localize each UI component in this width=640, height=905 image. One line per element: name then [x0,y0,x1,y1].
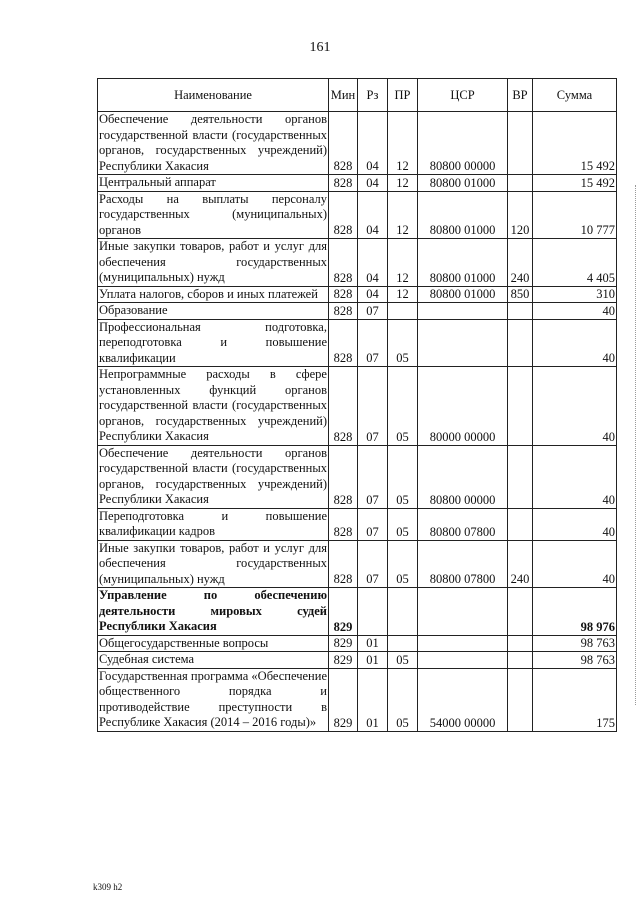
row-vr [508,367,533,446]
row-name: Расходы на выплаты персоналу государственных (муниципальных) органов [99,191,327,237]
row-min: 829 [329,652,358,669]
row-sum: 40 [533,319,617,367]
row-vr [508,508,533,540]
row-min: 828 [329,286,358,303]
row-sum: 40 [533,508,617,540]
row-csr [418,588,508,636]
table-row [98,508,617,540]
row-min: 828 [329,239,358,287]
row-pr: 05 [388,652,418,669]
row-sum: 310 [533,286,617,303]
row-vr [508,319,533,367]
row-sum: 40 [533,303,617,320]
row-sum: 40 [533,445,617,508]
row-min: 829 [329,588,358,636]
header-rz: Рз [358,79,388,112]
row-pr: 05 [388,508,418,540]
row-rz: 04 [358,112,388,175]
row-pr: 05 [388,319,418,367]
row-name: Иные закупки товаров, работ и услуг для обеспечения государственных (муниципальных) нужд [99,239,327,284]
row-csr: 80000 00000 [418,367,508,446]
row-name: Обеспечение деятельности органов государственной власти (государственных органов, государственных учреждений) Республики Хакасия [99,445,327,506]
row-min: 828 [329,175,358,192]
row-min: 828 [329,112,358,175]
row-rz: 01 [358,635,388,652]
row-csr: 80800 01000 [418,239,508,287]
row-pr: 05 [388,445,418,508]
header-pr: ПР [388,79,418,112]
table-header-row [98,79,617,112]
table-row [98,635,617,652]
row-rz: 01 [358,652,388,669]
table-row [98,445,617,508]
row-name: Судебная система [98,652,329,669]
row-min: 828 [329,303,358,320]
row-rz: 04 [358,239,388,287]
table-row [98,175,617,192]
row-name: Иные закупки товаров, работ и услуг для обеспечения государственных (муниципальных) нужд [99,540,327,586]
row-name: Непрограммные расходы в сфере установленных функций органов государственной власти (государственных органов, государственных учреждений) Республики Хакасия [99,367,327,443]
row-min: 828 [329,319,358,367]
row-rz: 07 [358,445,388,508]
header-min: Мин [329,79,358,112]
row-rz: 04 [358,191,388,239]
row-vr [508,175,533,192]
table-row [98,319,617,367]
row-csr [418,652,508,669]
table-row [98,367,617,446]
row-min: 828 [329,445,358,508]
row-pr [388,635,418,652]
header-name: Наименование [98,79,329,112]
footer-code: k309 h2 [93,882,123,892]
row-rz: 07 [358,540,388,588]
row-min: 828 [329,191,358,239]
row-name: Переподготовка и повышение квалификации кадров [99,508,327,538]
row-pr [388,588,418,636]
header-vr: ВР [508,79,533,112]
row-rz [358,588,388,636]
row-sum: 4 405 [533,239,617,287]
row-vr [508,303,533,320]
row-sum: 175 [533,668,617,731]
row-rz: 07 [358,303,388,320]
row-csr: 80800 01000 [418,175,508,192]
row-vr [508,588,533,636]
table-row [98,540,617,588]
row-csr [418,303,508,320]
table-row [98,668,617,731]
row-sum: 40 [533,540,617,588]
row-pr: 05 [388,367,418,446]
row-csr: 80800 01000 [418,286,508,303]
page-number: 161 [309,40,331,55]
budget-table [97,78,617,732]
row-csr: 80800 07800 [418,540,508,588]
row-sum: 98 976 [533,588,617,636]
row-vr: 240 [508,239,533,287]
row-min: 828 [329,508,358,540]
table-row [98,191,617,239]
row-vr [508,445,533,508]
row-name: Уплата налогов, сборов и иных платежей [98,286,329,303]
table-row [98,112,617,175]
row-pr: 12 [388,239,418,287]
row-csr [418,635,508,652]
row-csr [418,319,508,367]
row-rz: 07 [358,319,388,367]
table-row [98,286,617,303]
row-rz: 04 [358,286,388,303]
row-min: 828 [329,540,358,588]
row-sum: 10 777 [533,191,617,239]
row-csr: 80800 07800 [418,508,508,540]
header-sum: Сумма [533,79,617,112]
row-min: 829 [329,635,358,652]
row-vr: 120 [508,191,533,239]
row-pr: 12 [388,191,418,239]
scan-edge-marks [633,185,636,705]
row-csr: 80800 00000 [418,112,508,175]
row-pr: 12 [388,175,418,192]
row-sum: 15 492 [533,175,617,192]
row-name: Государственная программа «Обеспечение общественного порядка и противодействие преступности в Республике Хакасия (2014 – 2016 годы)» [99,668,327,729]
row-vr [508,112,533,175]
row-name: Общегосударственные вопросы [98,635,329,652]
row-sum: 15 492 [533,112,617,175]
row-vr [508,635,533,652]
row-csr: 80800 00000 [418,445,508,508]
table-row [98,303,617,320]
row-pr: 05 [388,668,418,731]
row-name: Центральный аппарат [98,175,329,192]
header-csr: ЦСР [418,79,508,112]
row-rz: 07 [358,367,388,446]
row-name: Обеспечение деятельности органов государственной власти (государственных органов, государственных учреждений) Республики Хакасия [99,112,327,173]
row-pr: 12 [388,286,418,303]
row-pr: 12 [388,112,418,175]
row-sum: 98 763 [533,652,617,669]
row-name: Управление по обеспечению деятельности мировых судей Республики Хакасия [99,588,327,633]
row-csr: 54000 00000 [418,668,508,731]
row-vr [508,652,533,669]
row-vr: 240 [508,540,533,588]
row-pr [388,303,418,320]
table-row [98,239,617,287]
row-csr: 80800 01000 [418,191,508,239]
row-vr: 850 [508,286,533,303]
row-pr: 05 [388,540,418,588]
row-rz: 07 [358,508,388,540]
row-rz: 01 [358,668,388,731]
table-row [98,588,617,636]
row-min: 828 [329,367,358,446]
row-min: 829 [329,668,358,731]
row-vr [508,668,533,731]
row-name: Образование [98,303,329,320]
row-sum: 40 [533,367,617,446]
row-sum: 98 763 [533,635,617,652]
row-name: Профессиональная подготовка, переподготовка и повышение квалификации [99,319,327,365]
table-row [98,652,617,669]
row-rz: 04 [358,175,388,192]
